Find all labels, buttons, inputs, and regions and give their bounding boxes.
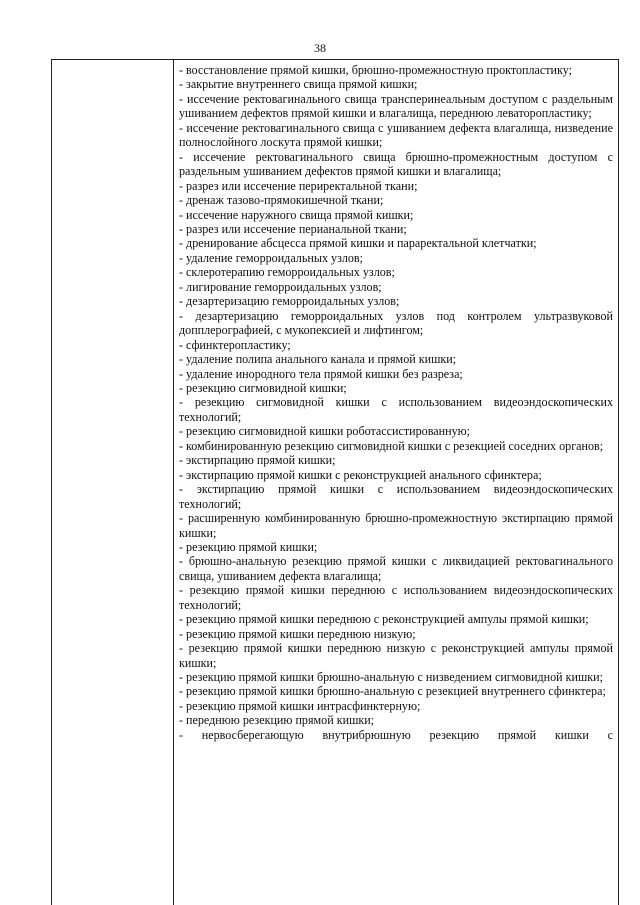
procedure-item: - экстирпацию прямой кишки с реконструкцией анального сфинктера; — [179, 467, 542, 482]
procedure-item: - иссечение наружного свища прямой кишки; — [179, 207, 414, 222]
procedure-item: - дезартеризацию геморроидальных узлов под контролем ультразвуковой допплерографией, с мукопексией и лифтингом; — [179, 308, 613, 338]
procedure-item: - склеротерапию геморроидальных узлов; — [179, 265, 395, 280]
procedure-item: - резекцию прямой кишки брюшно-анальную с резекцией внутреннего сфинктера; — [179, 684, 606, 699]
procedure-list — [179, 63, 613, 742]
procedure-item: - дезартеризацию геморроидальных узлов; — [179, 294, 400, 309]
procedure-item: - удаление инородного тела прямой кишки без разреза; — [179, 366, 463, 381]
procedure-item: - закрытие внутреннего свища прямой кишки; — [179, 77, 418, 92]
procedure-item: - экстирпацию прямой кишки; — [179, 453, 336, 468]
procedure-item: - резекцию сигмовидной кишки роботассистированную; — [179, 424, 471, 439]
procedure-item: - иссечение ректовагинального свища с ушиванием дефекта влагалища, низведение полнослойного лоскута прямой кишки; — [179, 120, 613, 150]
procedure-item: - удаление полипа анального канала и прямой кишки; — [179, 352, 457, 367]
procedure-item: - переднюю резекцию прямой кишки; — [179, 713, 375, 728]
procedure-item: - резекцию прямой кишки брюшно-анальную с низведением сигмовидной кишки; — [179, 670, 604, 685]
procedure-item: - разрез или иссечение перианальной ткани; — [179, 221, 407, 236]
procedure-item: - резекцию прямой кишки переднюю с использованием видеоэндоскопических технологий; — [179, 583, 613, 612]
procedure-item: - резекцию прямой кишки переднюю с реконструкцией ампулы прямой кишки; — [179, 612, 589, 627]
procedures-table — [51, 59, 619, 905]
procedure-item: - резекцию прямой кишки переднюю низкую с реконструкцией ампулы прямой кишки; — [179, 641, 613, 670]
procedure-item: - сфинктеропластику; — [179, 337, 291, 352]
page-number: 38 — [314, 41, 326, 55]
column-divider — [173, 60, 174, 905]
procedure-item: - дренаж тазово-прямокишечной ткани; — [179, 193, 384, 208]
procedure-item: - экстирпацию прямой кишки с использованием видеоэндоскопических технологий; — [179, 482, 613, 511]
procedure-item: - иссечение ректовагинального свища брюшно-промежностным доступом с раздельным ушиванием дефектов прямой кишки и влагалища; — [179, 149, 613, 179]
procedure-item: - дренирование абсцесса прямой кишки и параректальной клетчатки; — [179, 236, 537, 251]
procedure-item: - резекцию сигмовидной кишки с использованием видеоэндоскопических технологий; — [179, 395, 613, 424]
procedure-item: - резекцию прямой кишки; — [179, 539, 318, 554]
procedure-item: - расширенную комбинированную брюшно-промежностную экстирпацию прямой кишки; — [179, 511, 613, 540]
procedure-item: - нервосберегающую внутрибрюшную резекцию прямой кишки с — [179, 727, 613, 742]
procedure-item: - удаление геморроидальных узлов; — [179, 250, 364, 265]
procedure-item: - резекцию прямой кишки переднюю низкую; — [179, 626, 416, 641]
procedure-item: - лигирование геморроидальных узлов; — [179, 279, 382, 294]
procedure-item: - иссечение ректовагинального свища трансперинеальным доступом с раздельным ушиванием дефектов прямой кишки и влагалища, переднюю леваторопластику; — [179, 91, 613, 121]
procedure-item: - разрез или иссечение периректальной ткани; — [179, 178, 418, 193]
procedure-item: - комбинированную резекцию сигмовидной кишки с резекцией соседних органов; — [179, 438, 604, 453]
procedure-item: - восстановление прямой кишки, брюшно-промежностную проктопластику; — [179, 63, 572, 77]
procedure-item: - резекцию сигмовидной кишки; — [179, 380, 347, 395]
procedure-item: - резекцию прямой кишки интрасфинктерную; — [179, 698, 421, 713]
procedure-item: - брюшно-анальную резекцию прямой кишки с ликвидацией ректовагинального свища, ушиванием дефекта влагалища; — [179, 554, 613, 583]
